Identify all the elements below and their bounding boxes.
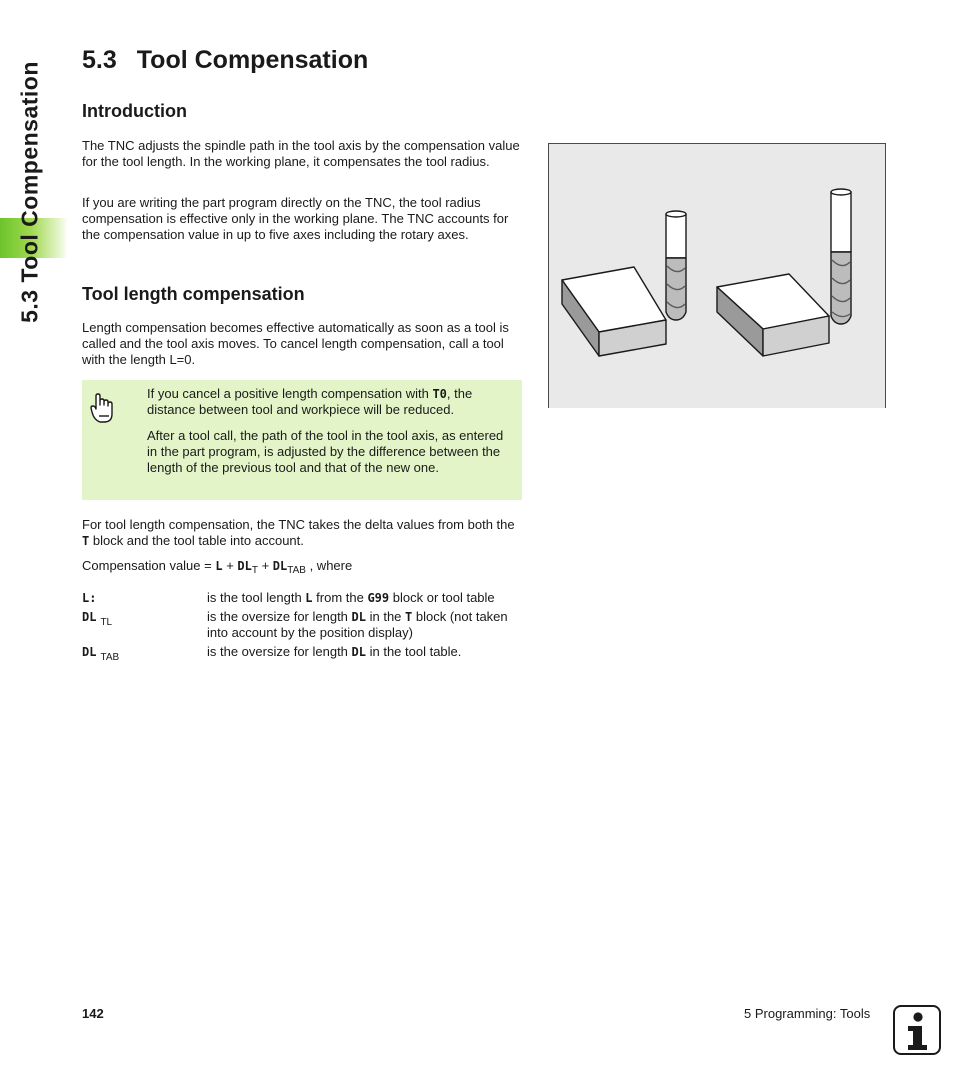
def-desc-3 xyxy=(207,644,527,660)
info-glyph xyxy=(895,1007,939,1053)
def-term-3-sub: TAB xyxy=(100,652,120,663)
def-desc-1 xyxy=(207,590,527,606)
def-desc-2-post: block (not taken into account by the position display) xyxy=(207,609,508,640)
formula-sub-tab: TAB xyxy=(287,565,306,576)
def-desc-1-post: block or tool table xyxy=(389,590,495,605)
compensation-formula xyxy=(82,558,524,579)
tool-right-shank xyxy=(831,192,851,252)
delta-para xyxy=(82,517,524,549)
formula-plus-2: + xyxy=(257,558,273,573)
def-term-2-code: DL xyxy=(82,610,97,624)
tool-length-para-1: Length compensation becomes effective automatically as soon as a tool is called and the tool axis moves. To cancel length compensation, call a tool with the length L=0. xyxy=(82,320,509,368)
note-box xyxy=(82,380,522,500)
formula-label: Compensation value = xyxy=(82,558,216,573)
def-desc-1-code-2: G99 xyxy=(367,591,390,605)
delta-pre: For tool length compensation, the TNC takes the delta values from both the xyxy=(82,517,515,532)
def-desc-2-code-2: T xyxy=(405,610,413,624)
formula-suffix: , where xyxy=(305,558,353,573)
def-term-3-code: DL xyxy=(82,645,97,659)
def-desc-3-code-1: DL xyxy=(351,645,366,659)
note-text-1-pre: If you cancel a positive length compensation with xyxy=(147,386,433,401)
note-code-t0: T0 xyxy=(432,387,447,401)
info-icon xyxy=(893,1005,941,1055)
tool-left-shank xyxy=(666,214,686,258)
introduction-para-1: The TNC adjusts the spindle path in the tool axis by the compensation value for the tool length. In the working plane, it compensates the tool radius. xyxy=(82,138,520,170)
def-term-1 xyxy=(82,590,96,605)
page-number: 142 xyxy=(82,1006,104,1021)
delta-code: T xyxy=(82,534,90,549)
illustration-drawing xyxy=(549,144,885,409)
def-term-3 xyxy=(82,644,119,663)
chapter-footer: 5 Programming: Tools xyxy=(744,1006,871,1021)
introduction-heading: Introduction xyxy=(82,101,187,121)
formula-plus-1: + xyxy=(222,558,238,573)
page-title xyxy=(82,46,368,75)
def-desc-1-mid: from the xyxy=(312,590,368,605)
section-number: 5.3 xyxy=(82,46,117,74)
introduction-para-2: If you are writing the part program directly on the TNC, the tool radius compensation is effective only in the working plane. The TNC accounts for the compensation value in up to five axes including the rotary axes. xyxy=(82,195,509,243)
note-text-1 xyxy=(147,386,515,418)
def-desc-2-mid: in the xyxy=(365,609,406,624)
section-title: Tool Compensation xyxy=(136,46,369,74)
def-term-2-sub: TL xyxy=(100,617,113,628)
formula-l: L xyxy=(215,559,223,573)
formula-sub-t: T xyxy=(251,565,258,576)
note-text-2: After a tool call, the path of the tool in the tool axis, as entered in the part program, is adjusted by the difference between the length of the previous tool and that of the new one. xyxy=(147,428,504,476)
def-desc-2-code-1: DL xyxy=(351,610,366,624)
tool-length-heading: Tool length compensation xyxy=(82,284,305,304)
def-desc-3-pre: is the oversize for length xyxy=(207,644,352,659)
def-desc-2 xyxy=(207,609,527,641)
formula-dl-1: DL xyxy=(237,559,252,573)
def-term-1-code: L: xyxy=(82,591,97,605)
tool-compensation-illustration xyxy=(548,143,886,408)
def-desc-3-mid: in the tool table. xyxy=(365,644,462,659)
delta-post: block and the tool table into account. xyxy=(89,533,304,549)
hand-pointer-icon xyxy=(90,392,116,426)
formula-dl-2: DL xyxy=(272,559,288,573)
def-desc-1-pre: is the tool length xyxy=(207,590,306,605)
def-term-2 xyxy=(82,609,112,628)
note-text-1-post: , the distance between tool and workpiece will be reduced. xyxy=(147,386,473,418)
sidebar-chapter-title: 5.3 Tool Compensation xyxy=(16,61,43,323)
def-desc-2-pre: is the oversize for length xyxy=(207,609,352,624)
def-desc-1-code-1: L xyxy=(305,591,313,605)
